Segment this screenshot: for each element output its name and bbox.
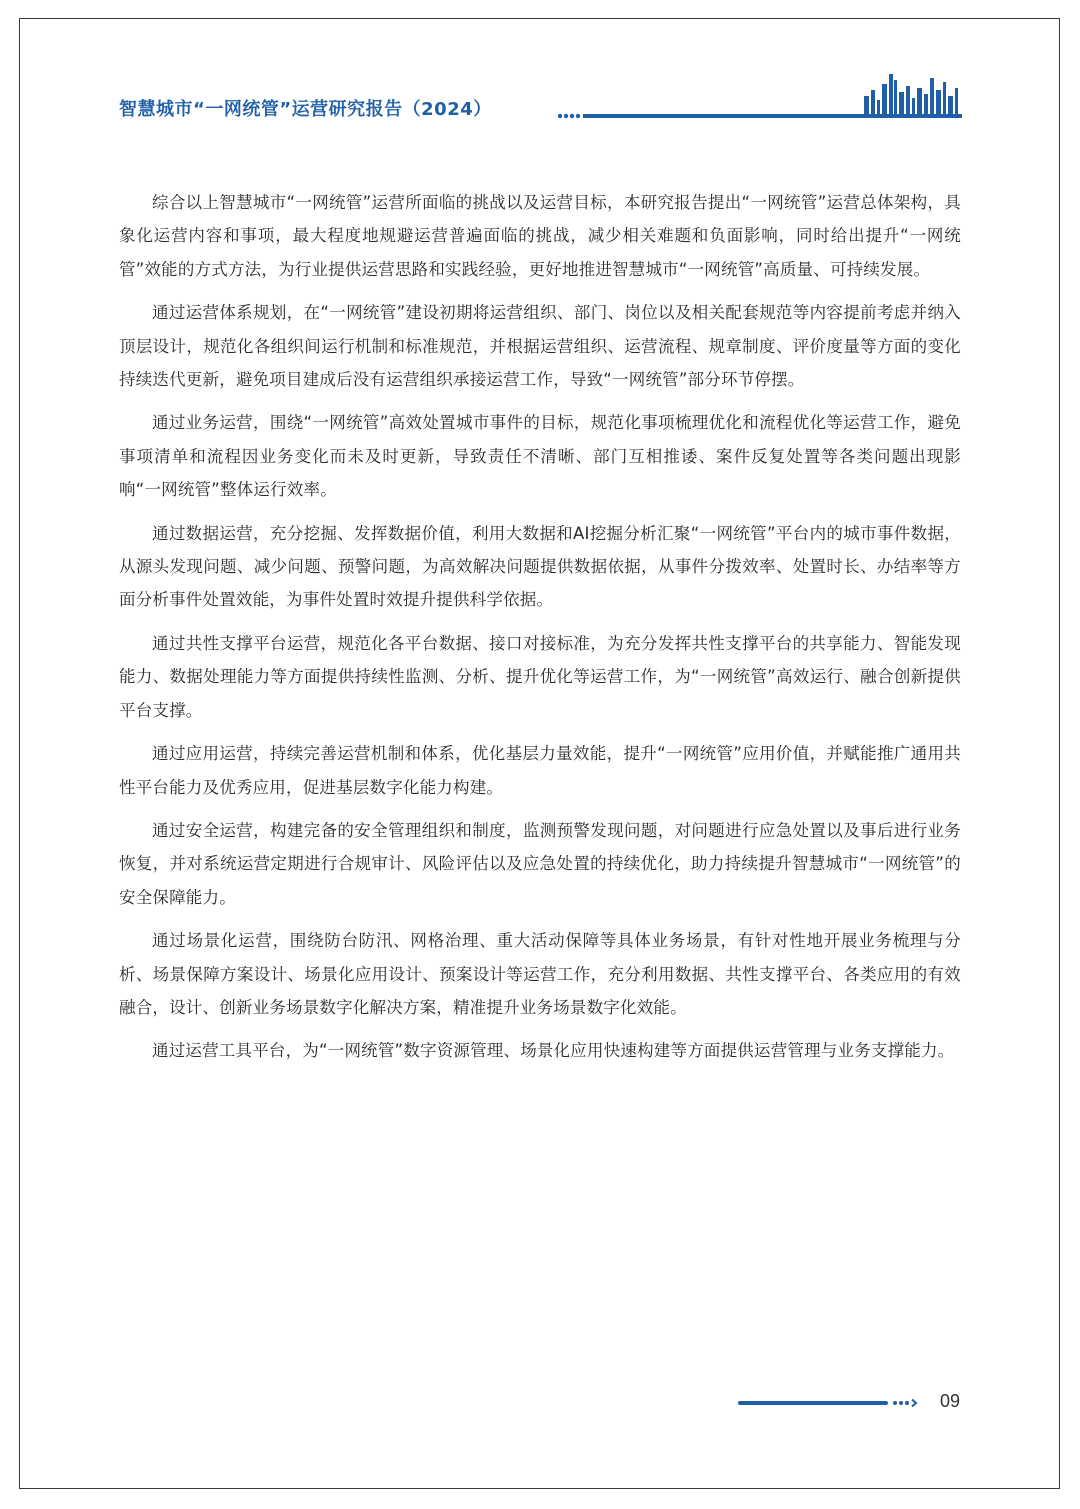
paragraph: 通过运营工具平台，为“一网统管”数字资源管理、场景化应用快速构建等方面提供运营管理与业务支撑能力。 <box>152 1041 955 1061</box>
paragraph: 通过安全运营，构建完备的安全管理组织和制度，监测预警发现问题，对问题进行应急处置以及事后进行业务恢复，并对系统运营定期进行合规审计、风险评估以及应急处置的持续优化，助力持续提升智慧城市“一网统管”的安全保障能力。 <box>119 820 961 907</box>
paragraph: 通过运营体系规划，在“一网统管”建设初期将运营组织、部门、岗位以及相关配套规范等内容提前考虑并纳入顶层设计，规范化各组织间运行机制和标准规范，并根据运营组织、运营流程、规章制度、评价度量等方面的变化持续迭代更新，避免项目建成后没有运营组织承接运营工作，导致“一网统管”部分环节停摆。 <box>119 303 961 390</box>
report-title: 智慧城市“一网统管”运营研究报告（2024） <box>119 99 492 120</box>
page-number: 09 <box>940 1391 961 1411</box>
footer-rule-icon <box>738 1398 920 1408</box>
paragraph: 通过数据运营，充分挖掘、发挥数据价值，利用大数据和AI挖掘分析汇聚“一网统管”平台内的城市事件数据，从源头发现问题、减少问题、预警问题，为高效解决问题提供数据依据，从事件分拨效率、处置时长、办结率等方面分析事件处置效能，为事件处置时效提升提供科学依据。 <box>119 523 961 610</box>
paragraph: 通过业务运营，围绕“一网统管”高效处置城市事件的目标，规范化事项梳理优化和流程优化等运营工作，避免事项清单和流程因业务变化而未及时更新，导致责任不清晰、部门互相推诿、案件反复处置等各类问题出现影响“一网统管”整体运行效率。 <box>119 413 961 500</box>
paragraph: 通过场景化运营，围绕防台防汛、网格治理、重大活动保障等具体业务场景，有针对性地开展业务梳理与分析、场景保障方案设计、场景化应用设计、预案设计等运营工作，充分利用数据、共性支撑平台、各类应用的有效融合，设计、创新业务场景数字化解决方案，精准提升业务场景数字化效能。 <box>119 931 961 1017</box>
paragraph: 综合以上智慧城市“一网统管”运营所面临的挑战以及运营目标，本研究报告提出“一网统管”运营总体架构，具象化运营内容和事项，最大程度地规避运营普遍面临的挑战，减少相关难题和负面影响，同时给出提升“一网统管”效能的方式方法，为行业提供运营思路和实践经验，更好地推进智慧城市“一网统管”高质量、可持续发展。 <box>119 193 961 279</box>
body-text <box>119 186 961 1078</box>
city-skyline-icon <box>860 70 962 118</box>
paragraph: 通过应用运营，持续完善运营机制和体系，优化基层力量效能，提升“一网统管”应用价值，并赋能推广通用共性平台能力及优秀应用，促进基层数字化能力构建。 <box>119 744 961 797</box>
paragraph: 通过共性支撑平台运营，规范化各平台数据、接口对接标准，为充分发挥共性支撑平台的共享能力、智能发现能力、数据处理能力等方面提供持续性监测、分析、提升优化等运营工作，为“一网统管”高效运行、融合创新提供平台支撑。 <box>119 633 961 720</box>
